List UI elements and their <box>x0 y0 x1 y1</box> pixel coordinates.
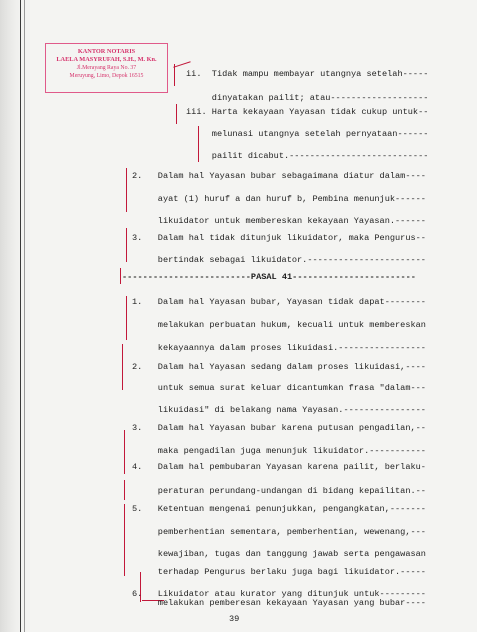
margin-bar <box>176 104 177 124</box>
text-line: terhadap Pengurus berlaku juga bagi likuidator.----- <box>132 567 426 577</box>
text-line: pailit dicabut.--------------------------- <box>186 151 429 161</box>
text-line: kekayaannya dalam proses likuidasi.----------------- <box>132 343 426 353</box>
text-line: 6. Likuidator atau kurator yang ditunjuk untuk--------- <box>132 589 426 599</box>
scan-binding-shadow <box>0 0 22 632</box>
margin-bar <box>124 430 125 474</box>
text-line: likuidasi" di belakang nama Yayasan.---------------- <box>132 405 426 415</box>
text-line: 4. Dalam hal pembubaran Yayasan karena pailit, berlaku- <box>132 462 426 472</box>
stamp-line-3: Jl.Merayang Raya No. 37 <box>76 65 137 71</box>
text-line: dinyatakan pailit; atau------------------- <box>186 93 429 103</box>
text-line: maka pengadilan juga menunjuk likuidator.----------- <box>132 446 426 456</box>
text-line: melunasi utangnya setelah pernyataan------ <box>186 129 429 139</box>
page-number: 39 <box>229 614 240 624</box>
margin-bar <box>122 344 123 390</box>
margin-bar <box>126 296 127 340</box>
text-line: bertindak sebagai likuidator.----------------------- <box>132 255 426 265</box>
margin-bar <box>124 504 125 576</box>
stamp-line-4: Meruyung, Limo, Depok 16515 <box>69 73 144 79</box>
margin-bar <box>124 480 125 500</box>
text-line: melakukan pemberesan kekayaan Yayasan yang bubar---- <box>132 598 426 608</box>
text-line: 3. Dalam hal tidak ditunjuk likuidator, maka Pengurus-- <box>132 233 426 243</box>
notary-stamp <box>45 43 168 93</box>
margin-bar <box>126 228 127 262</box>
text-line: 2. Dalam hal Yayasan bubar sebagaimana diatur dalam---- <box>132 171 426 181</box>
text-line: ii. Tidak mampu membayar utangnya setelah----- <box>186 69 429 79</box>
scan-edge-line-inner <box>24 0 25 632</box>
text-line: pemberhentian sementara, pemberhentian, wewenang,--- <box>132 527 426 537</box>
margin-stroke <box>173 61 191 68</box>
text-line: 1. Dalam hal Yayasan bubar, Yayasan tidak dapat-------- <box>132 297 426 307</box>
text-line: 2. Dalam hal Yayasan sedang dalam proses likuidasi,---- <box>132 362 426 372</box>
margin-bar <box>126 168 127 212</box>
text-line: kewajiban, tugas dan tanggung jawab serta pengawasan <box>132 549 426 559</box>
text-line: likuidator untuk membereskan kekayaan Yayasan.------ <box>132 216 426 226</box>
stamp-line-2: LAELA MASYRUFAH, S.H., M. Kn. <box>56 56 157 63</box>
text-line: 5. Ketentuan mengenai penunjukkan, pengangkatan,------- <box>132 504 426 514</box>
text-line: melakukan perbuatan hukum, kecuali untuk membereskan <box>132 320 426 330</box>
text-line: ayat (1) huruf a dan huruf b, Pembina menunjuk------ <box>132 194 426 204</box>
margin-bar <box>174 64 175 86</box>
scan-edge-line <box>20 0 21 632</box>
stamp-line-1: KANTOR NOTARIS <box>77 48 136 55</box>
text-line: peraturan perundang-undangan di bidang kepailitan.-- <box>132 486 426 496</box>
text-line: iii. Harta kekayaan Yayasan tidak cukup untuk-- <box>186 107 429 117</box>
text-line: 3. Dalam hal Yayasan bubar karena putusan pengadilan,-- <box>132 423 426 433</box>
text-line: untuk semua surat keluar dicantumkan frasa "dalam--- <box>132 383 426 393</box>
section-heading-pasal-41: -------------------------PASAL 41------------------------ <box>122 272 416 282</box>
